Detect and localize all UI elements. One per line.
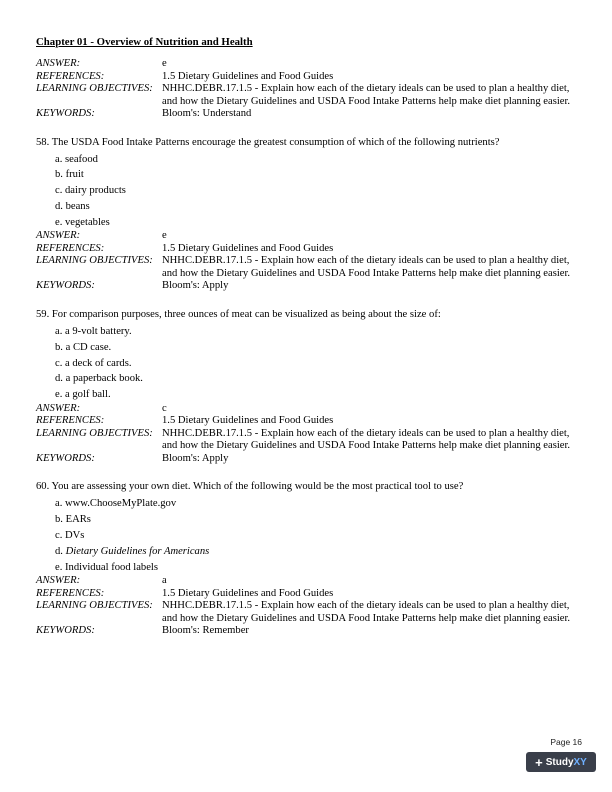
metadata-block-57 <box>36 58 576 121</box>
question-59 <box>36 308 576 465</box>
option-b: b. fruit <box>55 169 84 181</box>
objectives-value: NHHC.DEBR.17.1.5 - Explain how each of the dietary ideals can be used to plan a healthy diet, and how the Dietary Guidelines and USDA Food Intake Patterns help make diet planning easier. <box>162 427 571 452</box>
references-value: 1.5 Dietary Guidelines and Food Guides <box>162 242 334 254</box>
objectives-label: LEARNING OBJECTIVES: <box>36 255 153 267</box>
answer-row <box>36 230 576 243</box>
answer-label: ANSWER: <box>36 575 81 587</box>
answer-label: ANSWER: <box>36 230 81 242</box>
question-60 <box>36 480 576 637</box>
references-value: 1.5 Dietary Guidelines and Food Guides <box>162 415 334 427</box>
option-c: c. DVs <box>55 530 85 542</box>
objectives-value: NHHC.DEBR.17.1.5 - Explain how each of the dietary ideals can be used to plan a healthy diet, and how the Dietary Guidelines and USDA Food Intake Patterns help make diet planning easier. <box>162 600 571 624</box>
objectives-row <box>36 428 576 453</box>
page-number: Page 16 <box>550 737 582 747</box>
option-e: e. Individual food labels <box>55 561 158 573</box>
answer-row <box>36 575 576 588</box>
objectives-label: LEARNING OBJECTIVES: <box>36 83 153 94</box>
option-e: e. vegetables <box>55 216 110 228</box>
option-d <box>36 544 576 560</box>
objectives-value: NHHC.DEBR.17.1.5 - Explain how each of the dietary ideals can be used to plan a healthy diet, and how the Dietary Guidelines and USDA Food Intake Patterns help make diet planning easier. <box>162 83 571 107</box>
question-text: 59. For comparison purposes, three ounces of meat can be visualized as being about the size of: <box>36 308 441 320</box>
references-label: REFERENCES: <box>36 415 105 427</box>
option-c: c. a deck of cards. <box>55 357 132 369</box>
objectives-label: LEARNING OBJECTIVES: <box>36 427 153 439</box>
document-page <box>36 36 576 653</box>
references-row <box>36 588 576 601</box>
objectives-label: LEARNING OBJECTIVES: <box>36 600 153 612</box>
option-b: b. a CD case. <box>55 341 112 353</box>
keywords-row <box>36 625 576 638</box>
logo-text-study: Study <box>545 756 574 768</box>
question-text: 60. You are assessing your own diet. Which of the following would be the most practical tool to use? <box>36 481 464 493</box>
question-58 <box>36 136 576 293</box>
option-c: c. dairy products <box>55 185 126 197</box>
question-text: 58. The USDA Food Intake Patterns encourage the greatest consumption of which of the following nutrients? <box>36 136 500 148</box>
chapter-title: Chapter 01 - Overview of Nutrition and Health <box>36 36 253 48</box>
answer-value: e <box>162 58 167 69</box>
logo-text-xy: XY <box>573 756 587 768</box>
references-row <box>36 415 576 428</box>
references-label: REFERENCES: <box>36 242 105 254</box>
option-e: e. a golf ball. <box>55 389 111 401</box>
answer-label: ANSWER: <box>36 58 81 69</box>
option-b: b. EARs <box>55 514 91 526</box>
keywords-value: Bloom's: Remember <box>162 625 249 637</box>
keywords-row <box>36 280 576 293</box>
studyxy-logo <box>526 752 596 772</box>
references-row <box>36 71 576 84</box>
option-d-prefix: d. <box>55 545 66 557</box>
answer-row <box>36 403 576 416</box>
answer-value: c <box>162 402 167 414</box>
option-a: a. www.ChooseMyPlate.gov <box>55 498 177 510</box>
answer-value: e <box>162 230 167 242</box>
references-value: 1.5 Dietary Guidelines and Food Guides <box>162 587 334 599</box>
objectives-row <box>36 255 576 280</box>
answer-label: ANSWER: <box>36 402 81 414</box>
references-label: REFERENCES: <box>36 587 105 599</box>
option-a: a. a 9-volt battery. <box>55 325 132 337</box>
keywords-label: KEYWORDS: <box>36 108 95 119</box>
references-value: 1.5 Dietary Guidelines and Food Guides <box>162 70 334 82</box>
keywords-value: Bloom's: Understand <box>162 108 252 119</box>
keywords-label: KEYWORDS: <box>36 452 95 464</box>
keywords-value: Bloom's: Apply <box>162 452 229 464</box>
references-label: REFERENCES: <box>36 70 105 82</box>
answer-row <box>36 58 576 71</box>
references-row <box>36 243 576 256</box>
keywords-row <box>36 453 576 466</box>
keywords-label: KEYWORDS: <box>36 625 95 637</box>
objectives-row <box>36 600 576 625</box>
objectives-row <box>36 83 576 108</box>
answer-value: a <box>162 575 167 587</box>
option-a: a. seafood <box>55 153 98 165</box>
keywords-value: Bloom's: Apply <box>162 280 229 292</box>
objectives-value: NHHC.DEBR.17.1.5 - Explain how each of the dietary ideals can be used to plan a healthy diet, and how the Dietary Guidelines and USDA Food Intake Patterns help make diet planning easier. <box>162 255 571 279</box>
option-d: d. beans <box>55 200 90 212</box>
keywords-label: KEYWORDS: <box>36 280 95 292</box>
keywords-row <box>36 108 576 121</box>
option-d-italic: Dietary Guidelines for Americans <box>65 545 210 557</box>
plus-icon: + <box>535 754 543 770</box>
option-d: d. a paperback book. <box>55 373 143 385</box>
